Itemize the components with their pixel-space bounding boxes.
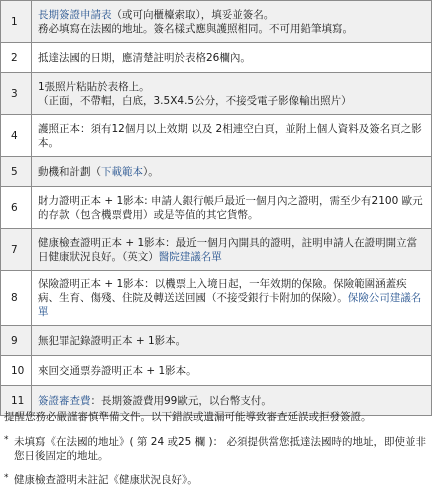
- requirement-number: 2: [1, 43, 32, 73]
- requirement-row: [1, 73, 432, 115]
- requirement-link[interactable]: 保險公司建議名單: [38, 292, 422, 318]
- note-item-2: [0, 473, 433, 487]
- requirement-text: [32, 157, 432, 187]
- requirement-text-segment: 健康檢查證明正本 + 1影本：最近一個月內開具的證明，註明申請人在證明開立當日健康狀況良好。（英文）: [38, 236, 418, 263]
- requirement-text: [32, 187, 432, 229]
- requirement-text-segment: （正面，不帶帽，白底，3.5X4.5公分，不接受電子影像輸出照片）: [38, 94, 352, 107]
- requirement-text-segment: 1張照片粘貼於表格上。: [38, 80, 150, 93]
- requirement-text: [32, 271, 432, 326]
- requirement-row: [1, 43, 432, 73]
- requirement-row: [1, 1, 432, 43]
- requirement-link[interactable]: 簽證審查費: [38, 394, 91, 407]
- requirement-number: 3: [1, 73, 32, 115]
- requirement-row: [1, 356, 432, 386]
- requirement-link[interactable]: 長期簽證申請表: [38, 8, 112, 21]
- note-asterisk: *: [4, 435, 9, 445]
- requirement-row: [1, 187, 432, 229]
- notes-section: [0, 410, 433, 487]
- requirement-number: 8: [1, 271, 32, 326]
- requirement-text-segment: （或可向櫃檯索取），填妥並簽名。: [111, 8, 275, 21]
- requirement-number: 6: [1, 187, 32, 229]
- requirement-text: [32, 43, 432, 73]
- note-text: 未填寫《在法國的地址》( 第 24 或25 欄 )： 必須提供當您抵達法國時的地址，即使並非您日後固定的地址。: [14, 436, 426, 462]
- requirement-number: 1: [1, 1, 32, 43]
- requirement-text-segment: 動機和計劃（: [38, 165, 101, 178]
- requirement-number: 10: [1, 356, 32, 386]
- requirement-link[interactable]: 下載範本: [101, 165, 143, 178]
- requirement-row: [1, 271, 432, 326]
- requirement-text-segment: 無犯罪記錄證明正本 + 1影本。: [38, 334, 187, 347]
- requirement-text-segment: 財力證明正本 + 1影本: 申請人銀行帳戶最近一個月內之證明，需至少有2100 歐元的存款（包含機票費用）或是等值的其它貨幣。: [38, 194, 423, 221]
- requirement-text: [32, 326, 432, 356]
- requirement-row: [1, 326, 432, 356]
- requirement-text: [32, 115, 432, 157]
- requirement-text-segment: ）。: [143, 165, 159, 178]
- requirement-text: [32, 229, 432, 271]
- requirement-text-segment: ：長期簽證費用99歐元，以台幣支付。: [90, 394, 272, 407]
- requirement-text-segment: 保險證明正本 + 1影本：以機票上入境日起，一年效期的保險。保險範圍涵蓋疾病、生育、傷殘、住院及轉送送回國（不接受銀行卡附加的保險）。: [38, 278, 407, 304]
- requirement-text-segment: 抵達法國的日期，應清楚註明於表格26欄內。: [38, 51, 251, 64]
- note-text: 健康檢查證明未註記《健康狀況良好》。: [14, 474, 198, 486]
- requirement-number: 9: [1, 326, 32, 356]
- requirement-row: [1, 229, 432, 271]
- requirements-table-body: [1, 1, 432, 416]
- requirement-row: [1, 157, 432, 187]
- requirement-number: 7: [1, 229, 32, 271]
- requirement-number: 5: [1, 157, 32, 187]
- requirement-number: 11: [1, 386, 32, 416]
- requirement-text: [32, 1, 432, 43]
- requirement-number: 4: [1, 115, 32, 157]
- requirement-text-segment: 護照正本：須有12個月以上效期 以及 2相連空白頁，並附上個人資料及簽名頁之影本。: [38, 122, 422, 149]
- note-asterisk: *: [4, 473, 9, 483]
- notes-intro: 提醒您務必嚴謹審慎準備文件。以下錯誤或遺漏可能導致審查延誤或拒發簽證。: [4, 411, 372, 423]
- requirement-row: [1, 115, 432, 157]
- requirement-link[interactable]: 醫院建議名單: [158, 250, 222, 263]
- requirement-text: [32, 356, 432, 386]
- requirement-text-segment: 務必填寫在法國的地址。簽名樣式應與護照相同。不可用鉛筆填寫。: [38, 22, 353, 35]
- requirement-text: [32, 73, 432, 115]
- requirement-text-segment: 來回交通票券證明正本 + 1影本。: [38, 364, 197, 377]
- note-item-1: [0, 435, 433, 463]
